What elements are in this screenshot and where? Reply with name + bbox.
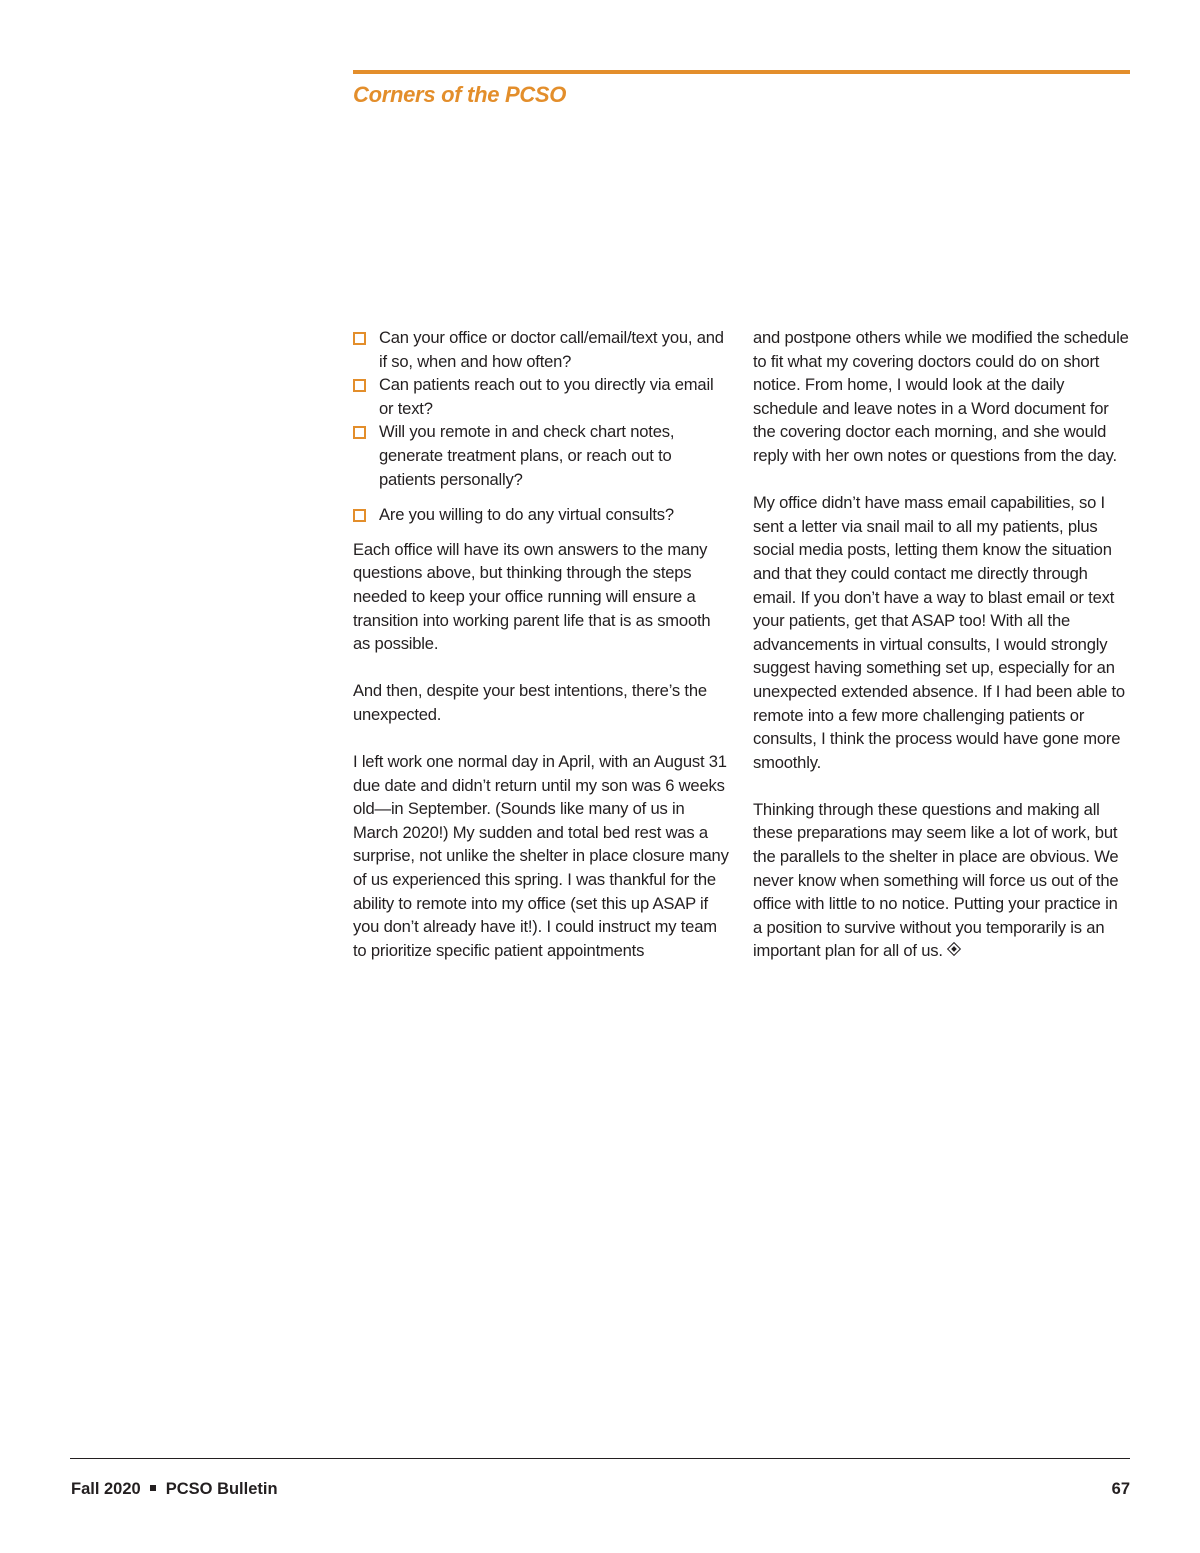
question-text: Are you willing to do any virtual consults? xyxy=(379,505,674,525)
question-text: Can your office or doctor call/email/text you, and if so, when and how often? xyxy=(379,328,724,371)
closing-text: Thinking through these questions and making all these preparations may seem like a lot of work, but the parallels to the shelter in place are obvious. We never know when something will force us out of the office with little to no notice. Putting your practice in a position to survive without you temporarily is an important plan for all of us. xyxy=(753,799,1119,961)
diamond-end-mark-icon xyxy=(947,942,961,956)
article-column-right xyxy=(753,326,1131,987)
page-number: 67 xyxy=(1111,1480,1130,1498)
footer-rule xyxy=(70,1458,1130,1459)
header-rule xyxy=(353,70,1130,74)
square-bullet-icon xyxy=(150,1485,156,1491)
checkbox-icon xyxy=(353,332,366,345)
body-paragraph: I left work one normal day in April, with an August 31 due date and didn’t return until my son was 6 weeks old—in September. (Sounds like many of us in March 2020!) My sudden and total bed rest was a surprise, not unlike the shelter in place closure many of us experienced this spring. I was thankful for the ability to remote into my office (set this up ASAP if you don’t already have it!). I could instruct my team to prioritize specific patient appointments xyxy=(353,752,729,960)
footer-issue-line xyxy=(71,1480,278,1499)
question-text: Will you remote in and check chart notes, generate treatment plans, or reach out to patients personally? xyxy=(379,422,675,489)
body-paragraph: And then, despite your best intentions, there’s the unexpected. xyxy=(353,681,707,724)
question-list xyxy=(353,326,731,527)
question-list-item xyxy=(353,373,731,420)
question-list-item xyxy=(353,503,731,527)
question-list-item xyxy=(353,420,731,491)
article-column-left xyxy=(353,326,731,986)
section-title: Corners of the PCSO xyxy=(353,82,567,107)
question-list-item xyxy=(353,326,731,373)
closing-paragraph xyxy=(753,798,1131,963)
checkbox-icon xyxy=(353,509,366,522)
checkbox-icon xyxy=(353,426,366,439)
body-paragraph: Each office will have its own answers to the many questions above, but thinking through the steps needed to keep your office running will ensure a transition into working parent life that is as smooth as possible. xyxy=(353,539,711,654)
checkbox-icon xyxy=(353,379,366,392)
footer-publication: PCSO Bulletin xyxy=(165,1480,278,1498)
body-paragraph: My office didn’t have mass email capabilities, so I sent a letter via snail mail to all my patients, plus social media posts, letting them know the situation and that they could contact me directly through email. If you don’t have a way to blast email or text your patients, get that ASAP too! With all the advancements in virtual consults, I would strongly suggest having something set up, especially for an unexpected extended absence. If I had been able to remote into a few more challenging patients or consults, I think the process would have gone more smoothly. xyxy=(753,493,1125,772)
body-paragraph: and postpone others while we modified the schedule to fit what my covering doctors could do on short notice. From home, I would look at the daily schedule and leave notes in a Word document for the covering doctor each morning, and she would reply with her own notes or questions from the day. xyxy=(753,328,1129,465)
footer-issue: Fall 2020 xyxy=(71,1480,141,1498)
question-text: Can patients reach out to you directly via email or text? xyxy=(379,375,714,418)
